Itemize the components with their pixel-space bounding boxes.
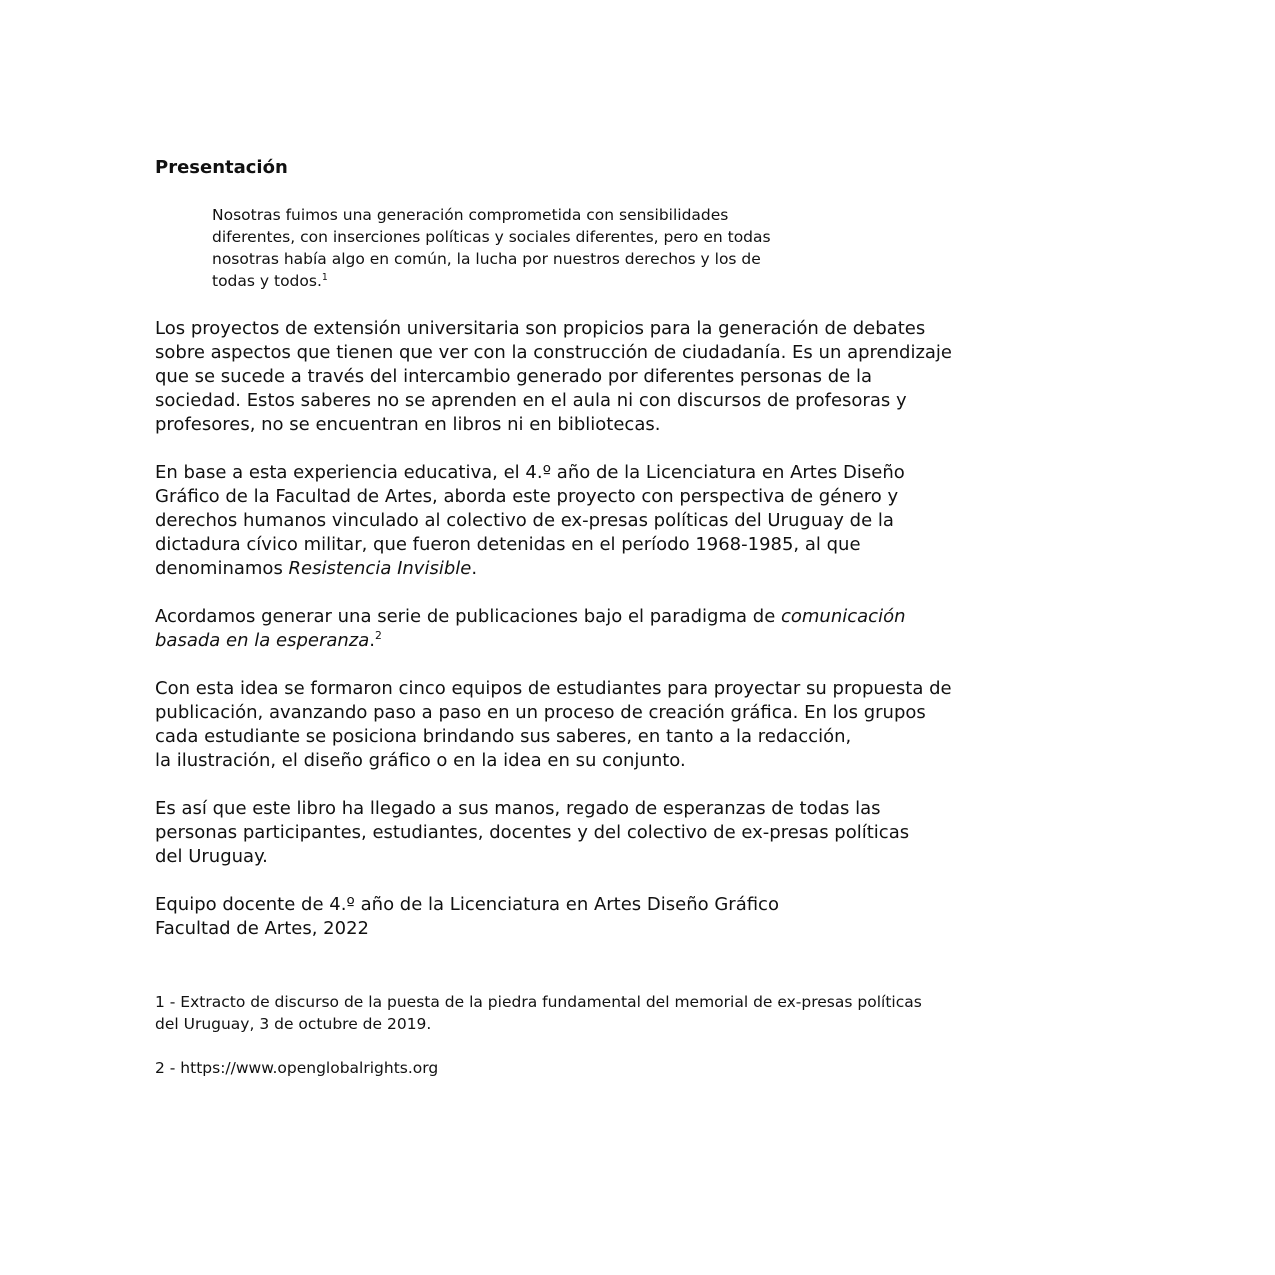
paragraph-line: publicación, avanzando paso a paso en un proceso de creación gráfica. En los grupos [155,702,926,723]
paragraph-line-text: denominamos [155,558,289,579]
paragraph-line-text: . [471,558,478,579]
paragraph-line-text: . [369,630,376,651]
paragraph-line: personas participantes, estudiantes, docentes y del colectivo de ex-presas políticas [155,822,910,843]
paragraph-book [155,797,1115,869]
paragraph-line: sociedad. Estos saberes no se aprenden en el aula ni con discursos de profesoras y [155,390,907,411]
quote-line: Nosotras fuimos una generación comprometida con sensibilidades [212,206,729,224]
paragraph-extension [155,317,1115,437]
paragraph-line: Gráfico de la Facultad de Artes, aborda este proyecto con perspectiva de género y [155,486,899,507]
project-name: Resistencia Invisible [288,558,472,579]
paragraph-line [155,605,1115,629]
paragraph-line: derechos humanos vinculado al colectivo de ex-presas políticas del Uruguay de la [155,510,894,531]
paragraph-line: Es así que este libro ha llegado a sus manos, regado de esperanzas de todas las [155,798,881,819]
paragraph-line: cada estudiante se posiciona brindando sus saberes, en tanto a la redacción, [155,726,852,747]
quote-line: nosotras había algo en común, la lucha por nuestros derechos y los de [212,250,761,268]
epigraph-quote [212,204,912,292]
paragraph-line: la ilustración, el diseño gráfico o en la idea en su conjunto. [155,750,686,771]
page-title: Presentación [155,157,288,178]
paradigm-name: comunicación [780,606,906,627]
paragraph-teams [155,677,1115,773]
footnote-2 [155,1057,1115,1079]
footnote-line: del Uruguay, 3 de octubre de 2019. [155,1015,432,1033]
paragraph-line-text: Acordamos generar una serie de publicaciones bajo el paradigma de [155,606,781,627]
footnote-1 [155,991,1115,1035]
footnote-ref-2: 2 [375,629,382,642]
signature [155,893,1115,941]
paragraph-line: En base a esta experiencia educativa, el 4.º año de la Licenciatura en Artes Diseño [155,462,905,483]
paragraph-line: que se sucede a través del intercambio generado por diferentes personas de la [155,366,873,387]
footnote-ref-1: 1 [321,271,328,283]
quote-line-text: todas y todos. [212,272,322,290]
paragraph-line: Con esta idea se formaron cinco equipos de estudiantes para proyectar su propuesta de [155,678,952,699]
paragraph-line [155,629,1115,653]
signature-line: Facultad de Artes, 2022 [155,918,369,939]
paragraph-publications [155,605,1115,653]
paragraph-line: del Uruguay. [155,846,268,867]
quote-line [212,270,912,292]
footnote-line: 1 - Extracto de discurso de la puesta de la piedra fundamental del memorial de ex-presas políticas [155,993,922,1011]
paragraph-line: sobre aspectos que tienen que ver con la construcción de ciudadanía. Es un aprendizaje [155,342,952,363]
paragraph-project [155,461,1115,581]
quote-line: diferentes, con inserciones políticas y sociales diferentes, pero en todas [212,228,771,246]
paragraph-line [155,557,1115,581]
paradigm-name: basada en la esperanza [155,630,370,651]
paragraph-line: dictadura cívico militar, que fueron detenidas en el período 1968-1985, al que [155,534,861,555]
paragraph-line: Los proyectos de extensión universitaria son propicios para la generación de debates [155,318,926,339]
signature-line: Equipo docente de 4.º año de la Licenciatura en Artes Diseño Gráfico [155,894,779,915]
paragraph-line: profesores, no se encuentran en libros ni en bibliotecas. [155,414,661,435]
footnote-line: 2 - https://www.openglobalrights.org [155,1059,439,1077]
